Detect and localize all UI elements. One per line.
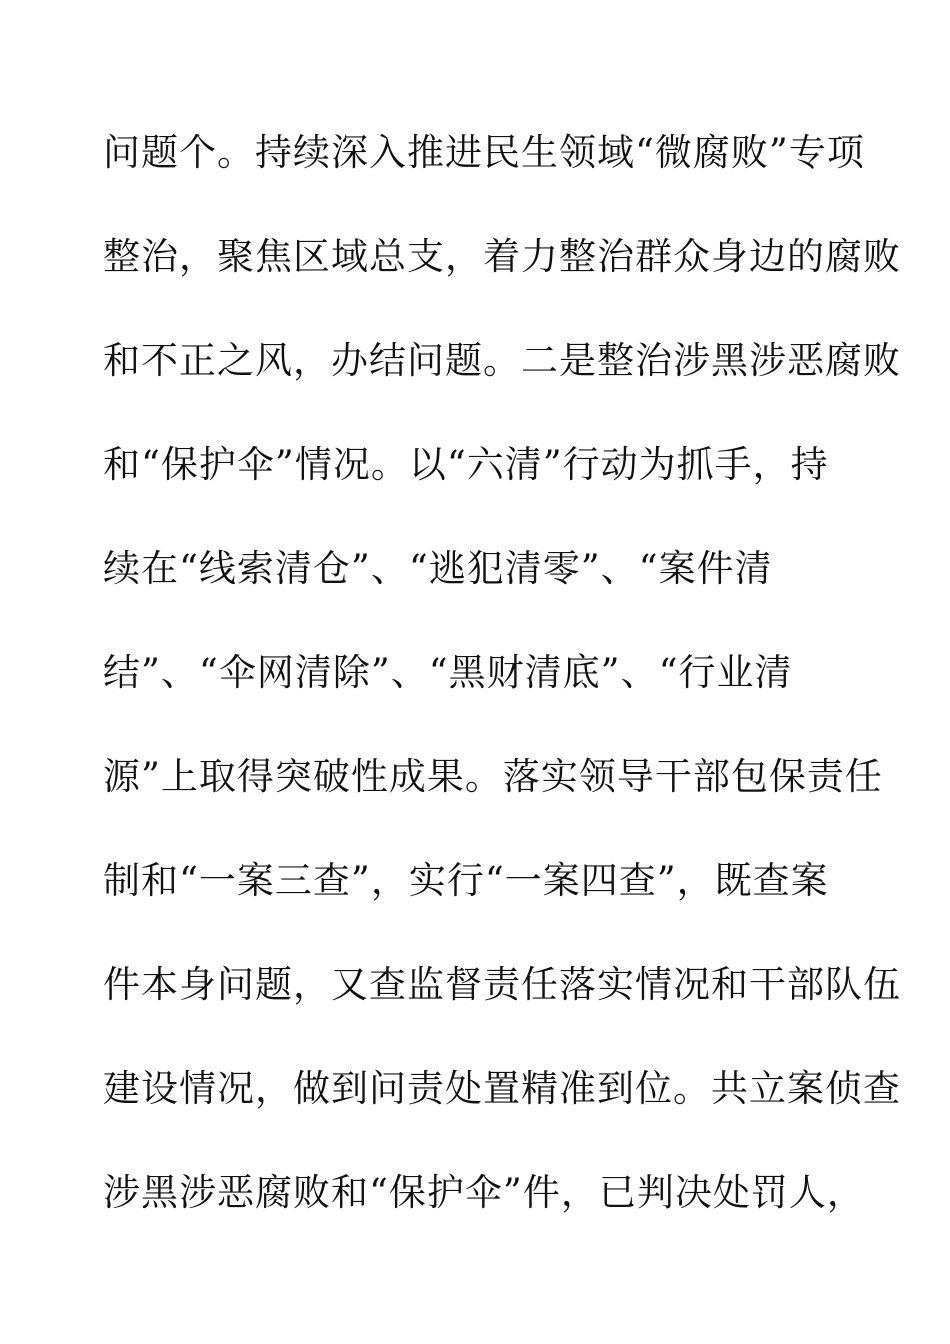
text-line: 源”上取得突破性成果。落实领导干部包保责任 bbox=[103, 755, 883, 798]
body-paragraph bbox=[103, 127, 901, 1271]
text-line: 续在“线索清仓”、“逃犯清零”、“案件清 bbox=[103, 547, 773, 590]
text-line: 和“保护伞”情况。以“六清”行动为抓手，持 bbox=[103, 443, 829, 486]
text-line: 问题个。持续深入推进民生领域“微腐败”专项 bbox=[103, 131, 865, 174]
text-line: 和不正之风，办结问题。二是整治涉黑涉恶腐败 bbox=[103, 339, 901, 382]
text-line: 制和“一案三查”，实行“一案四查”，既查案 bbox=[103, 859, 829, 902]
text-line: 涉黑涉恶腐败和“保护伞”件，已判决处罚人， bbox=[103, 1171, 865, 1214]
text-line: 结”、“伞网清除”、“黑财清底”、“行业清 bbox=[103, 651, 793, 694]
text-line: 件本身问题，又查监督责任落实情况和干部队伍 bbox=[103, 963, 901, 1006]
text-line: 建设情况，做到问责处置精准到位。共立案侦查 bbox=[103, 1067, 901, 1110]
text-line: 整治，聚焦区域总支，着力整治群众身边的腐败 bbox=[103, 235, 901, 278]
